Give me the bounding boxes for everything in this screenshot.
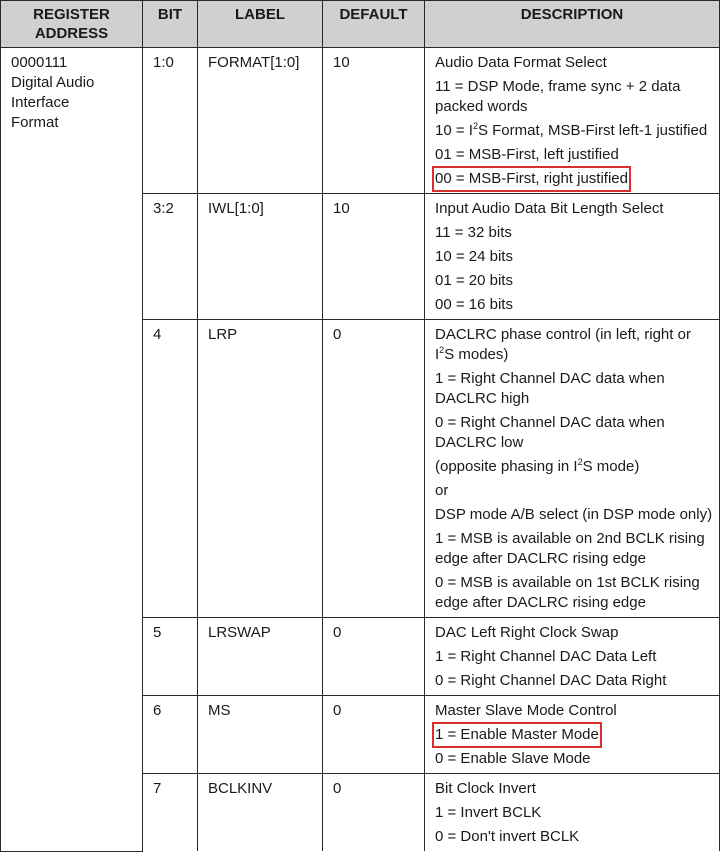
description-line bbox=[435, 725, 713, 745]
field-label: FORMAT[1:0] bbox=[208, 54, 300, 71]
highlight-box bbox=[435, 725, 599, 745]
bit-value: 7 bbox=[153, 780, 162, 797]
label-cell bbox=[198, 320, 323, 618]
default-cell bbox=[323, 48, 425, 194]
description-text: 1 = MSB is available on 2nd BCLK rising edge after DACLRC rising edge bbox=[435, 530, 705, 567]
description-cell bbox=[425, 320, 720, 618]
description-text: Bit Clock Invert bbox=[435, 780, 536, 797]
description-line bbox=[435, 169, 713, 189]
description-line bbox=[435, 53, 713, 73]
header-default: DEFAULT bbox=[323, 1, 425, 48]
header-row bbox=[1, 1, 720, 48]
default-cell bbox=[323, 618, 425, 696]
description-text: S mode) bbox=[582, 458, 640, 475]
description-text: S Format, MSB-First left-1 justified bbox=[477, 122, 708, 139]
description-line bbox=[435, 457, 713, 477]
description-text: (opposite phasing in I bbox=[435, 458, 578, 475]
description-cell bbox=[425, 194, 720, 320]
description-line bbox=[435, 573, 713, 613]
description-text: or bbox=[435, 482, 449, 499]
superscript: 2 bbox=[439, 345, 445, 355]
description-text: DACLRC phase control (in left, right or I bbox=[435, 326, 691, 363]
description-line bbox=[435, 223, 713, 243]
default-cell bbox=[323, 774, 425, 852]
register-address-cell bbox=[1, 48, 143, 852]
bit-value: 5 bbox=[153, 624, 162, 641]
field-label: LRSWAP bbox=[208, 624, 271, 641]
bit-value: 6 bbox=[153, 702, 162, 719]
description-cell bbox=[425, 618, 720, 696]
description-cell bbox=[425, 696, 720, 774]
default-value: 10 bbox=[333, 54, 350, 71]
label-cell bbox=[198, 696, 323, 774]
superscript: 2 bbox=[472, 121, 478, 131]
table-row bbox=[1, 48, 720, 194]
register-body bbox=[1, 48, 720, 852]
header-bit: BIT bbox=[143, 1, 198, 48]
bit-cell bbox=[143, 320, 198, 618]
default-value: 0 bbox=[333, 624, 342, 641]
bit-cell bbox=[143, 48, 198, 194]
description-line bbox=[435, 671, 713, 691]
default-value: 10 bbox=[333, 200, 350, 217]
default-cell bbox=[323, 696, 425, 774]
description-text: 01 = MSB-First, left justified bbox=[435, 146, 619, 163]
description-text: Audio Data Format Select bbox=[435, 54, 607, 71]
default-value: 0 bbox=[333, 326, 342, 343]
register-address: 0000111 bbox=[11, 54, 68, 71]
superscript: 2 bbox=[577, 457, 583, 467]
description-line bbox=[435, 647, 713, 667]
highlight-box bbox=[435, 169, 628, 189]
field-label: MS bbox=[208, 702, 231, 719]
header-description: DESCRIPTION bbox=[425, 1, 720, 48]
description-line bbox=[435, 199, 713, 219]
default-cell bbox=[323, 194, 425, 320]
header-label: LABEL bbox=[198, 1, 323, 48]
label-cell bbox=[198, 48, 323, 194]
description-text: 1 = Enable Master Mode bbox=[435, 726, 599, 743]
description-text: 01 = 20 bits bbox=[435, 272, 513, 289]
header-register-address: REGISTER ADDRESS bbox=[1, 1, 143, 48]
description-line bbox=[435, 77, 713, 117]
description-text: Master Slave Mode Control bbox=[435, 702, 617, 719]
description-text: 1 = Invert BCLK bbox=[435, 804, 542, 821]
bit-value: 3:2 bbox=[153, 200, 174, 217]
description-line bbox=[435, 121, 713, 141]
description-text: 0 = Right Channel DAC data when DACLRC low bbox=[435, 414, 665, 451]
description-text: 0 = MSB is available on 1st BCLK rising edge after DACLRC rising edge bbox=[435, 574, 700, 611]
description-text: 10 = I bbox=[435, 122, 473, 139]
default-value: 0 bbox=[333, 780, 342, 797]
bit-cell bbox=[143, 194, 198, 320]
bit-cell bbox=[143, 696, 198, 774]
description-text: 11 = DSP Mode, frame sync + 2 data packed words bbox=[435, 78, 681, 115]
description-text: Input Audio Data Bit Length Select bbox=[435, 200, 664, 217]
description-text: DAC Left Right Clock Swap bbox=[435, 624, 619, 641]
label-cell bbox=[198, 194, 323, 320]
description-text: 1 = Right Channel DAC data when DACLRC high bbox=[435, 370, 665, 407]
description-line bbox=[435, 145, 713, 165]
description-line bbox=[435, 827, 713, 847]
description-text: 0 = Enable Slave Mode bbox=[435, 750, 591, 767]
description-cell bbox=[425, 774, 720, 852]
description-line bbox=[435, 413, 713, 453]
field-label: BCLKINV bbox=[208, 780, 273, 797]
default-value: 0 bbox=[333, 702, 342, 719]
description-line bbox=[435, 623, 713, 643]
register-name-line: Interface bbox=[11, 94, 70, 111]
description-line bbox=[435, 247, 713, 267]
description-text: 00 = MSB-First, right justified bbox=[435, 170, 628, 187]
description-text: 00 = 16 bits bbox=[435, 296, 513, 313]
field-label: IWL[1:0] bbox=[208, 200, 264, 217]
description-line bbox=[435, 529, 713, 569]
description-line bbox=[435, 749, 713, 769]
description-line bbox=[435, 271, 713, 291]
label-cell bbox=[198, 618, 323, 696]
description-line bbox=[435, 295, 713, 315]
description-line bbox=[435, 779, 713, 799]
description-line bbox=[435, 505, 713, 525]
description-line bbox=[435, 369, 713, 409]
bit-cell bbox=[143, 774, 198, 852]
description-text: 1 = Right Channel DAC Data Left bbox=[435, 648, 657, 665]
description-line bbox=[435, 325, 713, 365]
bit-value: 4 bbox=[153, 326, 162, 343]
description-line bbox=[435, 481, 713, 501]
bit-cell bbox=[143, 618, 198, 696]
description-cell bbox=[425, 48, 720, 194]
description-text: S modes) bbox=[444, 346, 509, 363]
description-text: 10 = 24 bits bbox=[435, 248, 513, 265]
default-cell bbox=[323, 320, 425, 618]
register-name-line: Format bbox=[11, 114, 59, 131]
label-cell bbox=[198, 774, 323, 852]
description-text: 11 = 32 bits bbox=[435, 224, 512, 241]
field-label: LRP bbox=[208, 326, 238, 343]
description-line bbox=[435, 701, 713, 721]
register-name-line: Digital Audio bbox=[11, 74, 95, 91]
description-text: 0 = Right Channel DAC Data Right bbox=[435, 672, 667, 689]
description-text: DSP mode A/B select (in DSP mode only) bbox=[435, 506, 713, 523]
description-text: 0 = Don't invert BCLK bbox=[435, 828, 580, 845]
description-line bbox=[435, 803, 713, 823]
bit-value: 1:0 bbox=[153, 54, 174, 71]
